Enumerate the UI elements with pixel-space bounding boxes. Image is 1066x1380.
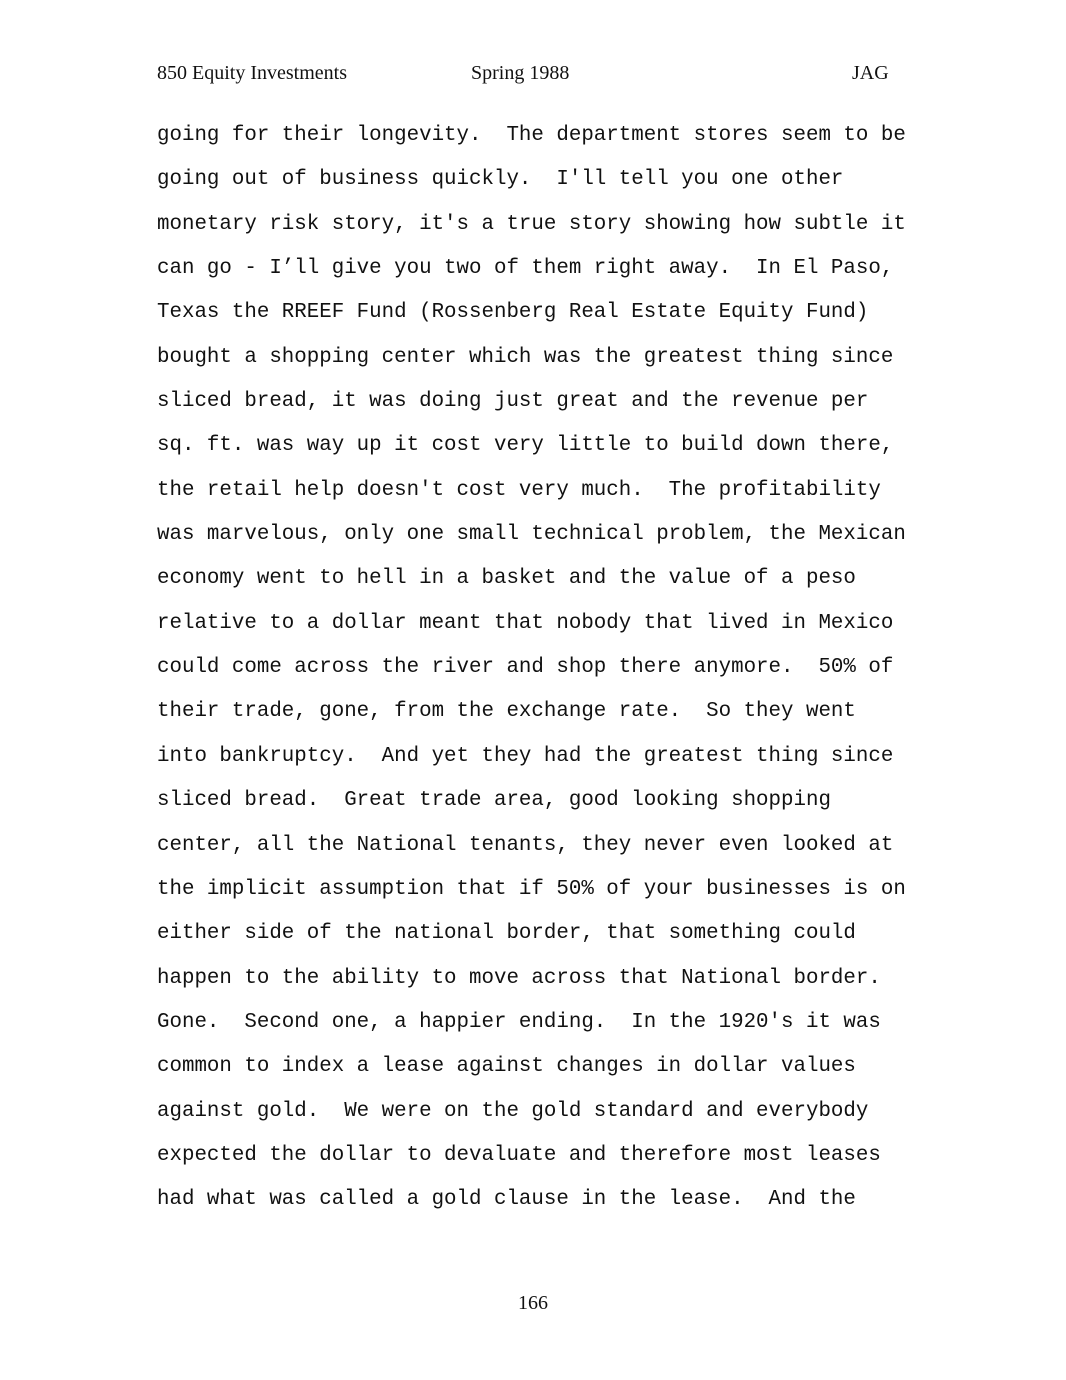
text-line: going out of business quickly. I'll tell you one other	[157, 168, 844, 192]
text-line: had what was called a gold clause in the lease. And the	[157, 1188, 856, 1212]
text-line: sliced bread, it was doing just great and the revenue per	[157, 390, 869, 414]
text-line: sq. ft. was way up it cost very little to build down there,	[157, 434, 894, 458]
text-line: going for their longevity. The department stores seem to be	[157, 124, 906, 147]
text-line: bought a shopping center which was the greatest thing since	[157, 345, 894, 369]
text-line: against gold. We were on the gold standard and everybody	[157, 1099, 869, 1123]
text-line: the implicit assumption that if 50% of your businesses is on	[157, 877, 906, 901]
text-line: happen to the ability to move across that National border.	[157, 966, 881, 990]
header-course-title: 850 Equity Investments	[157, 62, 347, 84]
text-line: could come across the river and shop there anymore. 50% of	[157, 656, 894, 680]
text-line: was marvelous, only one small technical problem, the Mexican	[157, 523, 906, 547]
text-line: monetary risk story, it's a true story showing how subtle it	[157, 212, 906, 236]
text-line: relative to a dollar meant that nobody that lived in Mexico	[157, 611, 894, 635]
text-line: Gone. Second one, a happier ending. In the 1920's it was	[157, 1010, 881, 1034]
text-line: into bankruptcy. And yet they had the greatest thing since	[157, 744, 894, 768]
text-line: either side of the national border, that something could	[157, 922, 856, 946]
text-line: their trade, gone, from the exchange rate. So they went	[157, 700, 856, 724]
header-term: Spring 1988	[471, 62, 570, 84]
text-line: economy went to hell in a basket and the value of a peso	[157, 567, 856, 591]
text-line: Texas the RREEF Fund (Rossenberg Real Estate Equity Fund)	[157, 301, 869, 325]
transcript-body	[157, 120, 927, 1229]
text-line: center, all the National tenants, they never even looked at	[157, 833, 894, 857]
text-line: common to index a lease against changes in dollar values	[157, 1055, 856, 1079]
page-number: 166	[518, 1292, 548, 1314]
text-line: sliced bread. Great trade area, good looking shopping	[157, 789, 831, 813]
text-line: the retail help doesn't cost very much. The profitability	[157, 478, 881, 502]
header-initials: JAG	[852, 62, 889, 84]
text-line: expected the dollar to devaluate and therefore most leases	[157, 1143, 881, 1167]
page-header	[0, 62, 1066, 90]
text-line: can go - I’ll give you two of them right away. In El Paso,	[157, 257, 894, 281]
